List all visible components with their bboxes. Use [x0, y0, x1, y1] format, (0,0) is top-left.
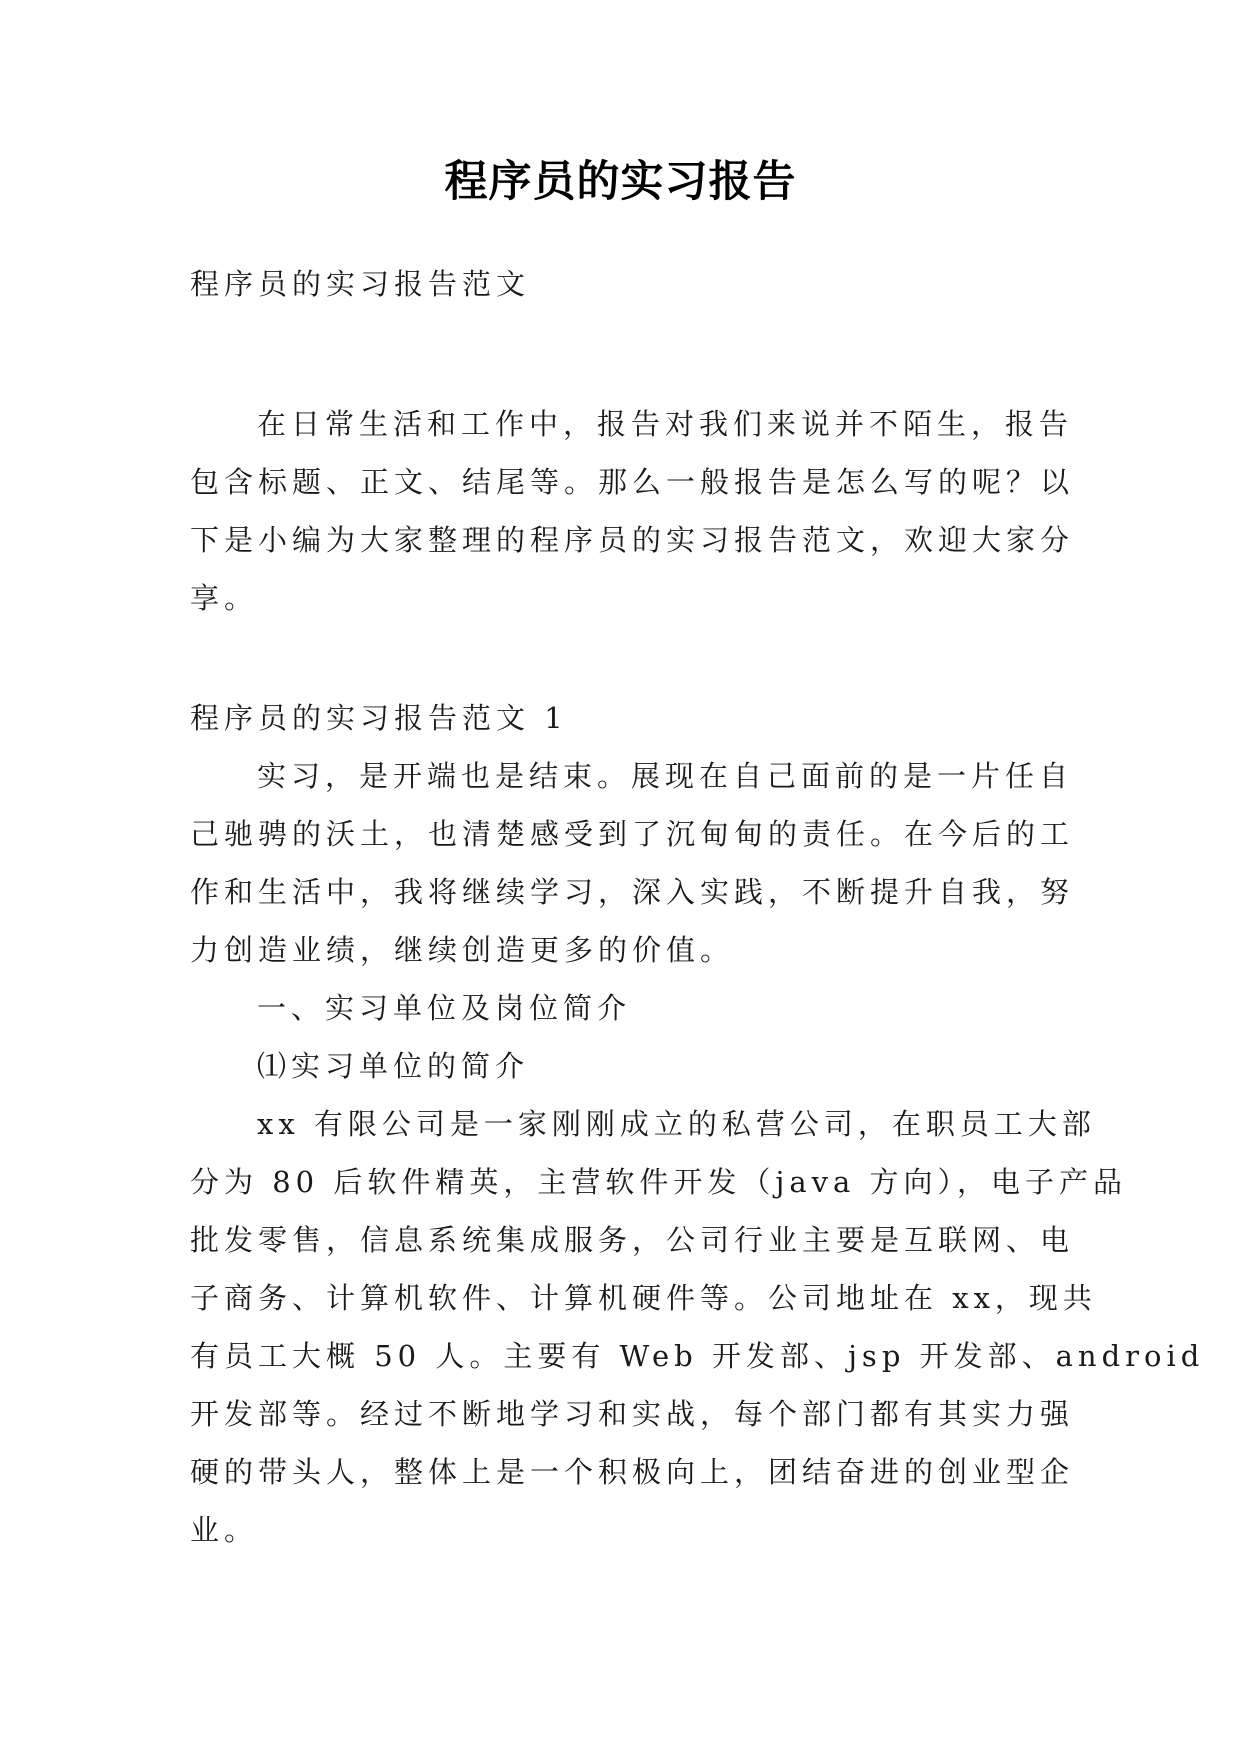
- paragraph-line: 子商务、计算机软件、计算机硬件等。公司地址在 xx，现共: [190, 1281, 1097, 1315]
- intro-line: 在日常生活和工作中，报告对我们来说并不陌生，报告: [257, 407, 1074, 441]
- intro-line: 享。: [190, 581, 259, 615]
- section-heading: 程序员的实习报告范文 1: [190, 701, 568, 735]
- paragraph-line: 己驰骋的沃土，也清楚感受到了沉甸甸的责任。在今后的工: [190, 817, 1075, 851]
- document-subtitle: 程序员的实习报告范文: [190, 267, 531, 301]
- paragraph-line: 作和生活中，我将继续学习，深入实践，不断提升自我，努: [190, 875, 1075, 909]
- subsection-heading: ⑴实习单位的简介: [257, 1049, 530, 1083]
- paragraph-line: xx 有限公司是一家刚刚成立的私营公司，在职员工大部: [257, 1107, 1096, 1141]
- paragraph-line: 批发零售，信息系统集成服务，公司行业主要是互联网、电: [190, 1223, 1075, 1257]
- document-title: 程序员的实习报告: [444, 157, 797, 207]
- paragraph-line: 业。: [190, 1513, 259, 1547]
- intro-line: 下是小编为大家整理的程序员的实习报告范文，欢迎大家分: [190, 523, 1075, 557]
- subsection-heading: 一、实习单位及岗位简介: [257, 991, 632, 1025]
- paragraph-line: 分为 80 后软件精英，主营软件开发（java 方向），电子产品: [190, 1165, 1128, 1199]
- paragraph-line: 有员工大概 50 人。主要有 Web 开发部、jsp 开发部、android: [190, 1339, 1205, 1373]
- intro-line: 包含标题、正文、结尾等。那么一般报告是怎么写的呢？以: [190, 465, 1075, 499]
- paragraph-line: 力创造业绩，继续创造更多的价值。: [190, 933, 735, 967]
- paragraph-line: 开发部等。经过不断地学习和实战，每个部门都有其实力强: [190, 1397, 1075, 1431]
- paragraph-line: 实习，是开端也是结束。展现在自己面前的是一片任自: [257, 759, 1074, 793]
- paragraph-line: 硬的带头人，整体上是一个积极向上，团结奋进的创业型企: [190, 1455, 1075, 1489]
